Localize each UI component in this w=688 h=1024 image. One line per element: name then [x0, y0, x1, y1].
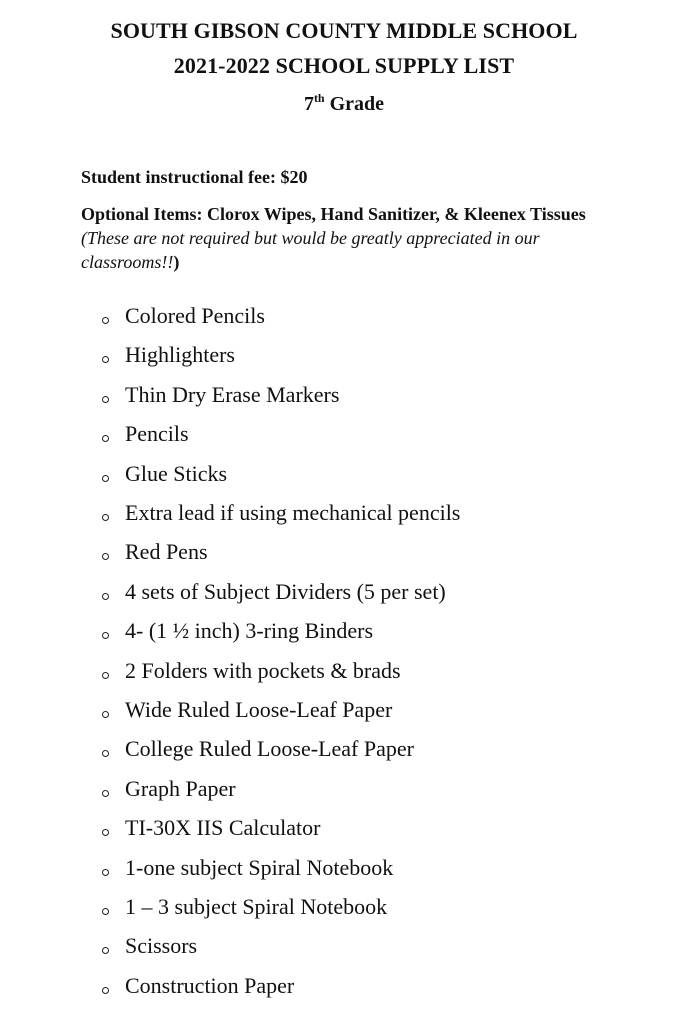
supply-list-item: [0, 697, 600, 727]
circle-bullet-icon: [102, 987, 109, 994]
circle-bullet-icon: [102, 356, 109, 363]
circle-bullet-icon: [102, 475, 109, 482]
circle-bullet-icon: [102, 396, 109, 403]
supply-item-text: College Ruled Loose-Leaf Paper: [125, 736, 414, 762]
circle-bullet-icon: [102, 869, 109, 876]
supply-item-text: 1 – 3 subject Spiral Notebook: [125, 894, 388, 919]
supply-list-item: [0, 776, 600, 806]
circle-bullet-icon: [102, 632, 109, 639]
supply-list-item: [0, 933, 600, 963]
supply-item-text: Construction Paper: [125, 972, 295, 998]
supply-item-text: Graph Paper: [125, 775, 236, 801]
optional-items-paragraph: [81, 202, 621, 274]
supply-list-item: [0, 539, 600, 569]
supply-list-item: [0, 973, 600, 1003]
supply-item-text: Wide Ruled Loose-Leaf Paper: [125, 697, 393, 722]
grade-heading: [0, 93, 688, 116]
supply-list-item: [0, 618, 600, 648]
supply-item-text: Scissors: [125, 933, 198, 959]
supply-item-text: TI-30X IIS Calculator: [125, 815, 321, 841]
supply-list-title: 2021-2022 SCHOOL SUPPLY LIST: [173, 53, 515, 78]
optional-items-label: Optional Items: Clorox Wipes, Hand Sanitizer, & Kleenex Tissues: [81, 204, 586, 224]
circle-bullet-icon: [102, 829, 109, 836]
supply-list-item: [0, 303, 600, 333]
supply-item-text: Thin Dry Erase Markers: [125, 381, 340, 407]
supply-item-text: 1-one subject Spiral Notebook: [125, 854, 394, 880]
circle-bullet-icon: [102, 947, 109, 954]
supply-list-item: [0, 421, 600, 451]
supply-list-item: [0, 382, 600, 412]
circle-bullet-icon: [102, 317, 109, 324]
supply-list-item: [0, 815, 600, 845]
optional-close-paren: ): [173, 252, 180, 272]
supply-item-text: Extra lead if using mechanical pencils: [125, 500, 461, 525]
supply-list-item: [0, 658, 600, 688]
circle-bullet-icon: [102, 908, 109, 915]
supply-list-item: [0, 579, 600, 609]
supply-item-text: Pencils: [125, 421, 189, 447]
circle-bullet-icon: [102, 672, 109, 679]
grade-word: Grade: [329, 93, 385, 115]
school-name-heading: SOUTH GIBSON COUNTY MIDDLE SCHOOL: [110, 18, 578, 43]
supply-item-text: 2 Folders with pockets & brads: [125, 657, 401, 683]
supply-item-text: Red Pens: [125, 539, 208, 565]
grade-suffix: th: [313, 91, 325, 105]
circle-bullet-icon: [102, 593, 109, 600]
circle-bullet-icon: [102, 514, 109, 521]
supply-list-item: [0, 342, 600, 372]
supply-item-text: 4 sets of Subject Dividers (5 per set): [125, 578, 446, 604]
supply-item-text: Highlighters: [125, 342, 235, 368]
supply-list-item: [0, 855, 600, 885]
circle-bullet-icon: [102, 711, 109, 718]
instructional-fee: Student instructional fee: $20: [81, 167, 308, 187]
supply-item-text: 4- (1 ½ inch) 3-ring Binders: [125, 618, 374, 644]
supply-list-item: [0, 736, 600, 766]
supply-list-item: [0, 461, 600, 491]
supply-list-item: [0, 894, 600, 924]
optional-items-note: These are not required but would be greatly appreciated in our classrooms!!: [81, 228, 540, 272]
circle-bullet-icon: [102, 435, 109, 442]
supply-item-text: Glue Sticks: [125, 460, 228, 486]
circle-bullet-icon: [102, 790, 109, 797]
supply-list-item: [0, 500, 600, 530]
circle-bullet-icon: [102, 553, 109, 560]
supply-item-text: Colored Pencils: [125, 303, 265, 328]
circle-bullet-icon: [102, 750, 109, 757]
optional-open-paren: (: [81, 228, 87, 248]
grade-number: 7: [303, 93, 314, 115]
